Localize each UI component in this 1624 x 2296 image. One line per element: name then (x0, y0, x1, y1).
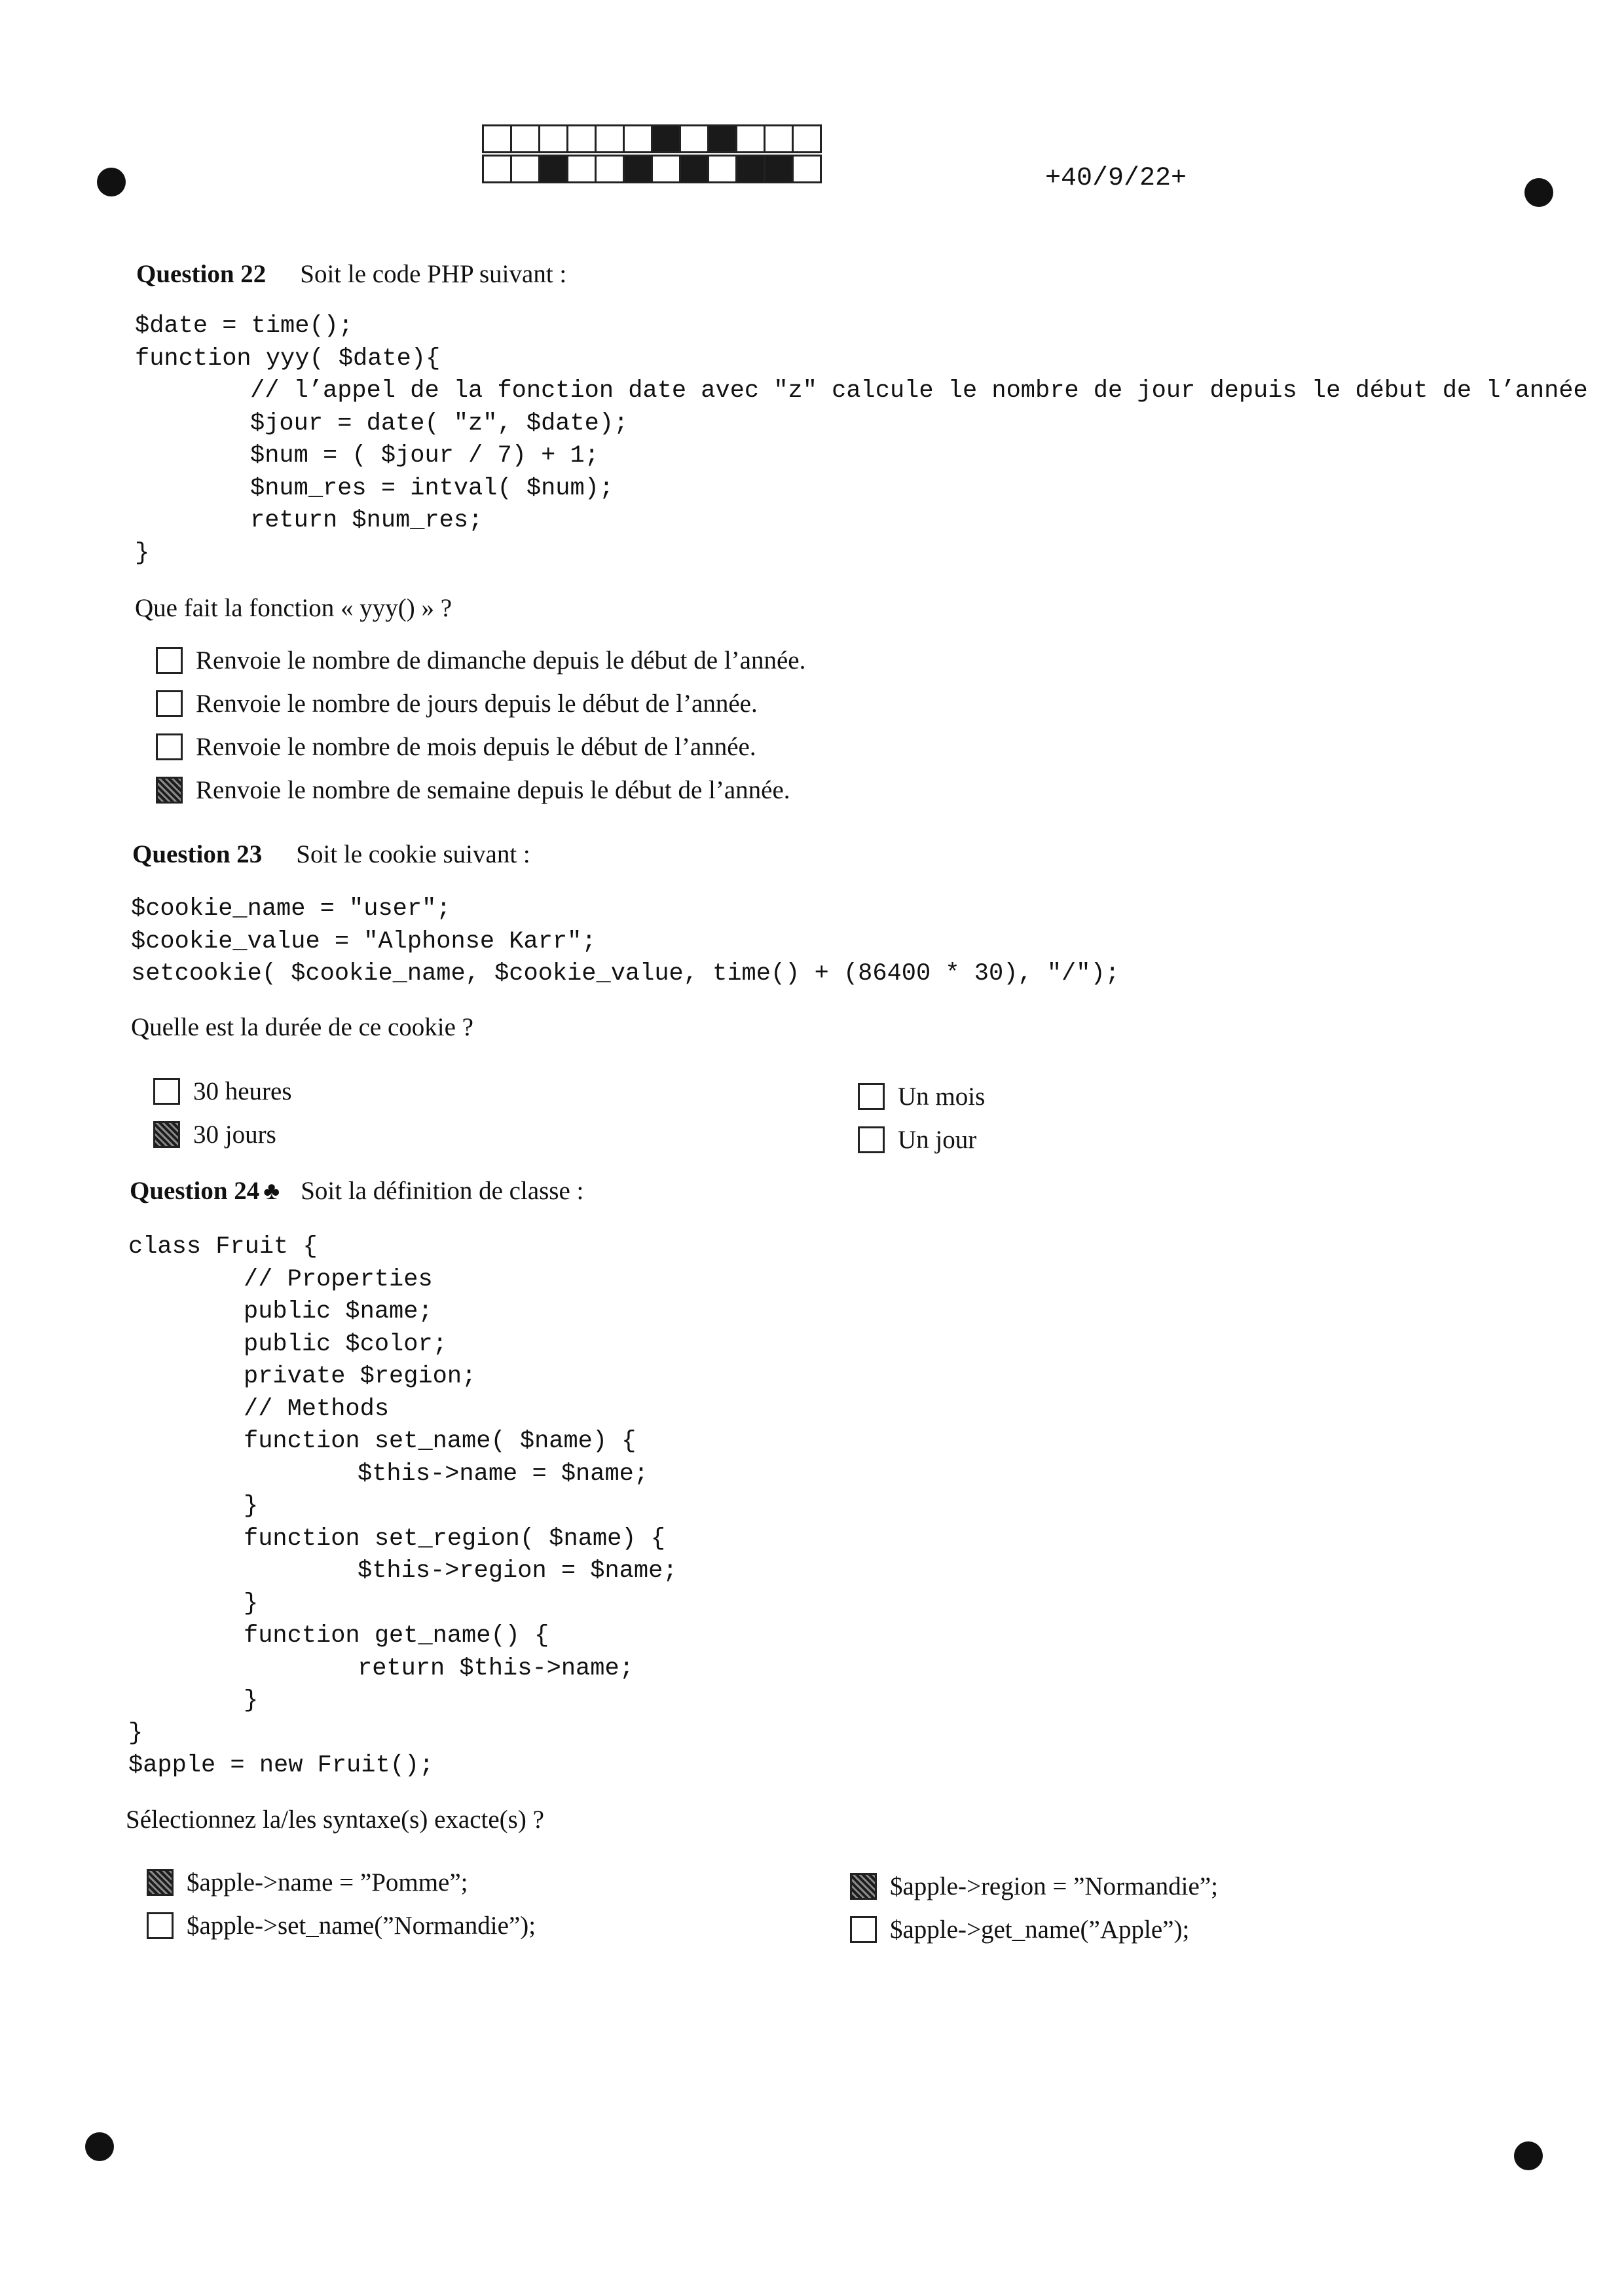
code-line: function yyy( $date){ (135, 344, 441, 373)
answer-option[interactable] (858, 1125, 976, 1155)
answer-text: $apple->region = ”Normandie”; (890, 1872, 1218, 1900)
code-line: // Properties (244, 1265, 433, 1293)
barcode-cell (625, 157, 653, 181)
checkbox-checked[interactable] (850, 1873, 877, 1900)
code-line: class Fruit { (128, 1233, 318, 1261)
code-line: } (244, 1687, 259, 1714)
code-line: } (244, 1589, 259, 1618)
answer-option[interactable] (858, 1082, 985, 1111)
code-line: $date = time(); (135, 312, 354, 340)
code-block-q24 (128, 1231, 677, 1783)
question-24-header (130, 1176, 583, 1206)
code-line: return $num_res; (250, 507, 483, 534)
code-line: $num_res = intval( $num); (250, 474, 614, 502)
barcode-cell (568, 157, 597, 181)
question-23-header (132, 840, 530, 869)
question-label: Question 23 (132, 840, 263, 868)
answer-text: $apple->get_name(”Apple”); (890, 1916, 1190, 1944)
code-line: setcookie( $cookie_name, $cookie_value, time() + (86400 * 30), "/"); (131, 960, 1120, 988)
code-line: function set_region( $name) { (244, 1525, 665, 1553)
barcode-cell (653, 126, 681, 151)
barcode-cell (709, 126, 737, 151)
barcode-cell (484, 126, 512, 151)
answer-text: Renvoie le nombre de semaine depuis le début de l’année. (196, 776, 790, 804)
question-24-prompt: Sélectionnez la/les syntaxe(s) exacte(s) ? (126, 1805, 544, 1834)
answer-option[interactable] (850, 1872, 1218, 1901)
answer-text: 30 jours (193, 1120, 276, 1149)
barcode-cell (766, 157, 794, 181)
code-line: } (135, 539, 150, 567)
checkbox-checked[interactable] (147, 1869, 174, 1896)
answer-text: Renvoie le nombre de jours depuis le début de l’année. (196, 690, 758, 718)
checkbox[interactable] (153, 1078, 180, 1105)
answer-text: 30 heures (193, 1077, 292, 1105)
code-block-q23 (131, 893, 1120, 991)
barcode-cell (540, 126, 568, 151)
barcode-top (482, 124, 822, 153)
answer-text: Un mois (898, 1083, 986, 1111)
registration-mark-top-left (97, 168, 126, 196)
checkbox[interactable] (858, 1083, 885, 1110)
question-label: Question 24 (130, 1177, 260, 1205)
registration-mark-bottom-right (1514, 2141, 1543, 2170)
barcode-cell (794, 126, 820, 151)
code-line: } (244, 1492, 259, 1520)
answer-text: Un jour (898, 1126, 977, 1154)
checkbox[interactable] (850, 1916, 877, 1943)
barcode-cell (794, 157, 820, 181)
answer-option[interactable] (850, 1915, 1189, 1944)
checkbox[interactable] (156, 733, 183, 760)
registration-mark-top-right (1524, 178, 1553, 207)
answer-option[interactable] (153, 1077, 292, 1106)
barcode-cell (512, 157, 540, 181)
barcode-cell (512, 126, 540, 151)
question-text: Soit le code PHP suivant : (300, 260, 567, 288)
barcode-cell (653, 157, 681, 181)
code-line: $cookie_value = "Alphonse Karr"; (131, 927, 597, 955)
checkbox-checked[interactable] (153, 1121, 180, 1148)
code-line: $this->name = $name; (358, 1460, 649, 1488)
answer-text: Renvoie le nombre de dimanche depuis le début de l’année. (196, 646, 806, 675)
barcode-cell (737, 157, 766, 181)
checkbox-checked[interactable] (156, 777, 183, 804)
answer-option[interactable] (153, 1120, 276, 1149)
answer-option[interactable] (156, 732, 756, 762)
barcode-cell (597, 126, 625, 151)
question-23-prompt: Quelle est la durée de ce cookie ? (131, 1013, 473, 1041)
code-line: $cookie_name = "user"; (131, 895, 451, 923)
checkbox[interactable] (147, 1912, 174, 1939)
answer-option[interactable] (147, 1911, 536, 1940)
answer-text: Renvoie le nombre de mois depuis le début de l’année. (196, 733, 756, 761)
code-line: } (128, 1719, 143, 1747)
answer-text: $apple->name = ”Pomme”; (187, 1868, 468, 1897)
barcode-cell (568, 126, 597, 151)
barcode-cell (766, 126, 794, 151)
answer-option[interactable] (156, 646, 805, 675)
checkbox[interactable] (858, 1126, 885, 1153)
code-line: public $name; (244, 1298, 433, 1325)
code-line: private $region; (244, 1363, 477, 1390)
barcode-cell (681, 126, 709, 151)
answer-option[interactable] (147, 1868, 468, 1897)
question-22-prompt: Que fait la fonction « yyy() » ? (135, 594, 452, 622)
question-22-header (136, 259, 566, 289)
answer-text: $apple->set_name(”Normandie”); (187, 1912, 536, 1940)
barcode-cell (540, 157, 568, 181)
registration-mark-bottom-left (85, 2132, 114, 2161)
code-line: $num = ( $jour / 7) + 1; (250, 442, 599, 470)
checkbox[interactable] (156, 647, 183, 674)
barcode-cell (484, 157, 512, 181)
barcode-cell (625, 126, 653, 151)
barcode-cell (597, 157, 625, 181)
code-line: function set_name( $name) { (244, 1428, 637, 1455)
code-line: $jour = date( "z", $date); (250, 409, 629, 437)
barcode-cell (681, 157, 709, 181)
club-icon: ♣ (263, 1177, 280, 1205)
barcode-cell (737, 126, 766, 151)
code-line: $apple = new Fruit(); (128, 1752, 434, 1779)
code-line: public $color; (244, 1330, 447, 1358)
code-line: $this->region = $name; (358, 1557, 678, 1585)
barcode-cell (709, 157, 737, 181)
exam-id: +40/9/22+ (1045, 164, 1187, 193)
question-label: Question 22 (136, 260, 267, 288)
code-line: function get_name() { (244, 1622, 549, 1650)
code-line: return $this->name; (358, 1654, 634, 1682)
checkbox[interactable] (156, 690, 183, 717)
code-line: // l’appel de la fonction date avec "z" calcule le nombre de jour depuis le début de l’année (250, 377, 1588, 405)
code-line: // Methods (244, 1395, 390, 1423)
answer-option[interactable] (156, 775, 790, 805)
question-text: Soit la définition de classe : (301, 1177, 584, 1205)
answer-option[interactable] (156, 689, 758, 718)
question-text: Soit le cookie suivant : (296, 840, 530, 868)
barcode-bottom (482, 155, 822, 183)
code-block-q22 (135, 310, 1588, 570)
